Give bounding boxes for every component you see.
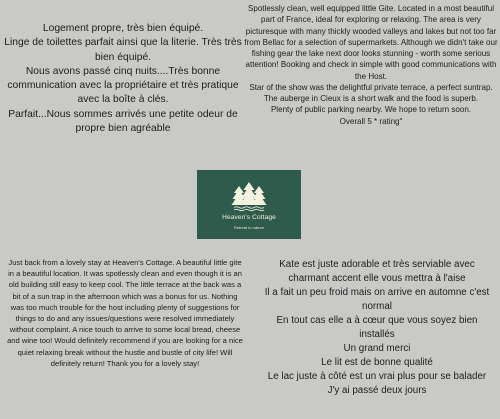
review-line: Nous avons passé cinq nuits....Très bonne communication avec la propriétaire et très pratique avec la boîte à clés. bbox=[7, 65, 239, 106]
review-line: Plenty of public parking nearby. We hope to return soon. bbox=[270, 105, 472, 115]
review-line: Overall 5 * rating" bbox=[339, 116, 403, 126]
review-line: The auberge in Cieux is a short walk and the food is superb. bbox=[263, 94, 479, 103]
review-line: Kate est juste adorable et très serviable avec charmant accent elle vous mettra à l'aise bbox=[279, 259, 475, 284]
review-line: Spotlessly clean, well equipped little Gite. Located in a most beautiful part of France, ideal for exploring or relaxing. The area is very picturesque with many thickly wooded valleys and lakes but not too far from Bellac for a selection of supermarkets. Although we didn't take our fishing gear the lake next door looks stunning - worth some serious attention! Booking and check in simple with good communications with the Host. bbox=[244, 4, 498, 81]
review-line: Just back from a lovely stay at Heaven's Cottage. A beautiful little gite in a beautiful location. It was spotlessly clean and even though it is an old building still easy to keep cool. The little terrace at the back was a bit of a sun trap in the afternoon which was a bonus for us. Nothing was too much trouble for the host including plenty of suggestions for things to do and any issues/questions were resolved immediately without complaint. A nice touch to arrive to some local bread, cheese and wine too! Would definitely recommend if you are looking for a nice quiet relaxing break without the hustle and bustle of city life! Will definitely return! Thank you for a lovely stay! bbox=[7, 258, 243, 368]
logo-name: Heaven's Cottage bbox=[222, 214, 276, 221]
review-line: Un grand merci bbox=[343, 342, 411, 354]
review-line: Logement propre, très bien équipé. bbox=[42, 23, 204, 34]
review-line: Linge de toilettes parfait ainsi que la literie. Très très bien équipé. bbox=[4, 37, 242, 63]
review-line: Parfait...Nous sommes arrivés une petite odeur de propre bien agréable bbox=[8, 108, 238, 135]
three-trees-over-water-icon bbox=[197, 170, 301, 214]
review-line: Le lit est de bonne qualité bbox=[321, 356, 433, 368]
heavens-cottage-logo bbox=[197, 170, 301, 239]
review-line: En tout cas elle a à cœur que vous soyez bien installés bbox=[276, 314, 478, 340]
review-top-left bbox=[4, 22, 242, 136]
review-top-right bbox=[244, 3, 498, 127]
review-line: Star of the show was the delightful private terrace, a perfect suntrap. bbox=[249, 82, 493, 92]
review-bottom-left bbox=[6, 257, 244, 369]
review-line: Il a fait un peu froid mais on arrive en automne c'est normal bbox=[264, 286, 490, 312]
logo-tagline: Retreat to nature bbox=[233, 225, 265, 230]
review-bottom-right bbox=[258, 258, 496, 398]
review-line: J'y ai passé deux jours bbox=[327, 384, 427, 396]
review-line: Le lac juste à côté est un vrai plus pour se balader bbox=[267, 370, 487, 382]
